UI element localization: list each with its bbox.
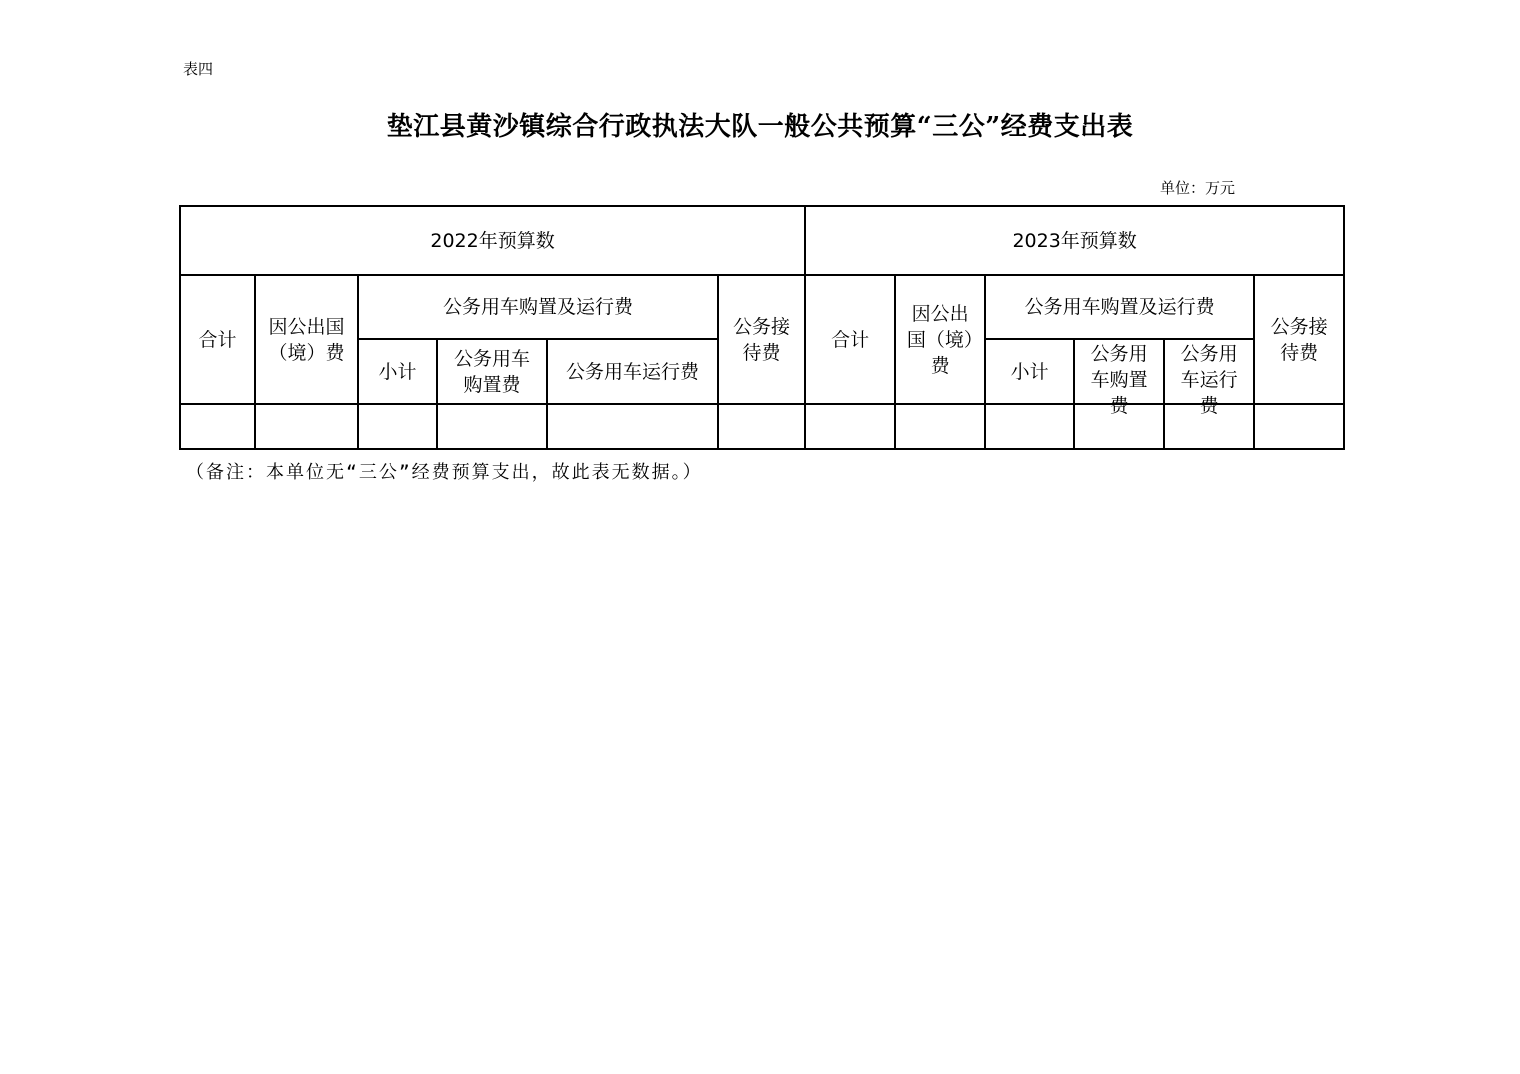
col-2022-subtotal: 小计 — [358, 339, 437, 404]
table-number-label: 表四 — [183, 60, 214, 78]
unit-label: 单位：万元 — [1160, 179, 1236, 197]
col-2022-car-running: 公务用车运行费 — [547, 339, 718, 404]
data-cell — [180, 404, 255, 449]
header-2023: 2023年预算数 — [805, 206, 1344, 275]
col-2022-reception: 公务接待费 — [718, 275, 805, 404]
header-2022: 2022年预算数 — [180, 206, 805, 275]
col-2022-car-purchase: 公务用车购置费 — [437, 339, 547, 404]
col-2023-car-group: 公务用车购置及运行费 — [985, 275, 1254, 339]
data-cell — [547, 404, 718, 449]
col-2023-car-purchase-cell — [1074, 339, 1164, 417]
data-cell — [718, 404, 805, 449]
footnote: （备注：本单位无“三公”经费预算支出，故此表无数据。） — [186, 462, 703, 483]
data-cell — [985, 404, 1074, 449]
data-cell — [437, 404, 547, 449]
col-2023-car-running: 公务用车运行费 — [1180, 343, 1238, 417]
col-2023-reception: 公务接待费 — [1254, 275, 1344, 404]
data-cell — [805, 404, 895, 449]
col-2023-car-purchase: 公务用车购置费 — [1090, 343, 1148, 417]
col-2023-abroad: 因公出国（境）费 — [895, 275, 985, 404]
three-public-expenditure-table — [179, 205, 1345, 450]
col-2023-total: 合计 — [805, 275, 895, 404]
document-title: 垫江县黄沙镇综合行政执法大队一般公共预算“三公”经费支出表 — [386, 112, 1134, 142]
col-2022-abroad: 因公出国（境）费 — [255, 275, 358, 404]
col-2023-car-running-cell — [1164, 339, 1254, 417]
col-2022-car-group: 公务用车购置及运行费 — [358, 275, 718, 339]
data-cell — [895, 404, 985, 449]
data-cell — [255, 404, 358, 449]
data-cell — [1254, 404, 1344, 449]
col-2022-total: 合计 — [180, 275, 255, 404]
data-cell — [358, 404, 437, 449]
col-2023-subtotal: 小计 — [985, 339, 1074, 404]
